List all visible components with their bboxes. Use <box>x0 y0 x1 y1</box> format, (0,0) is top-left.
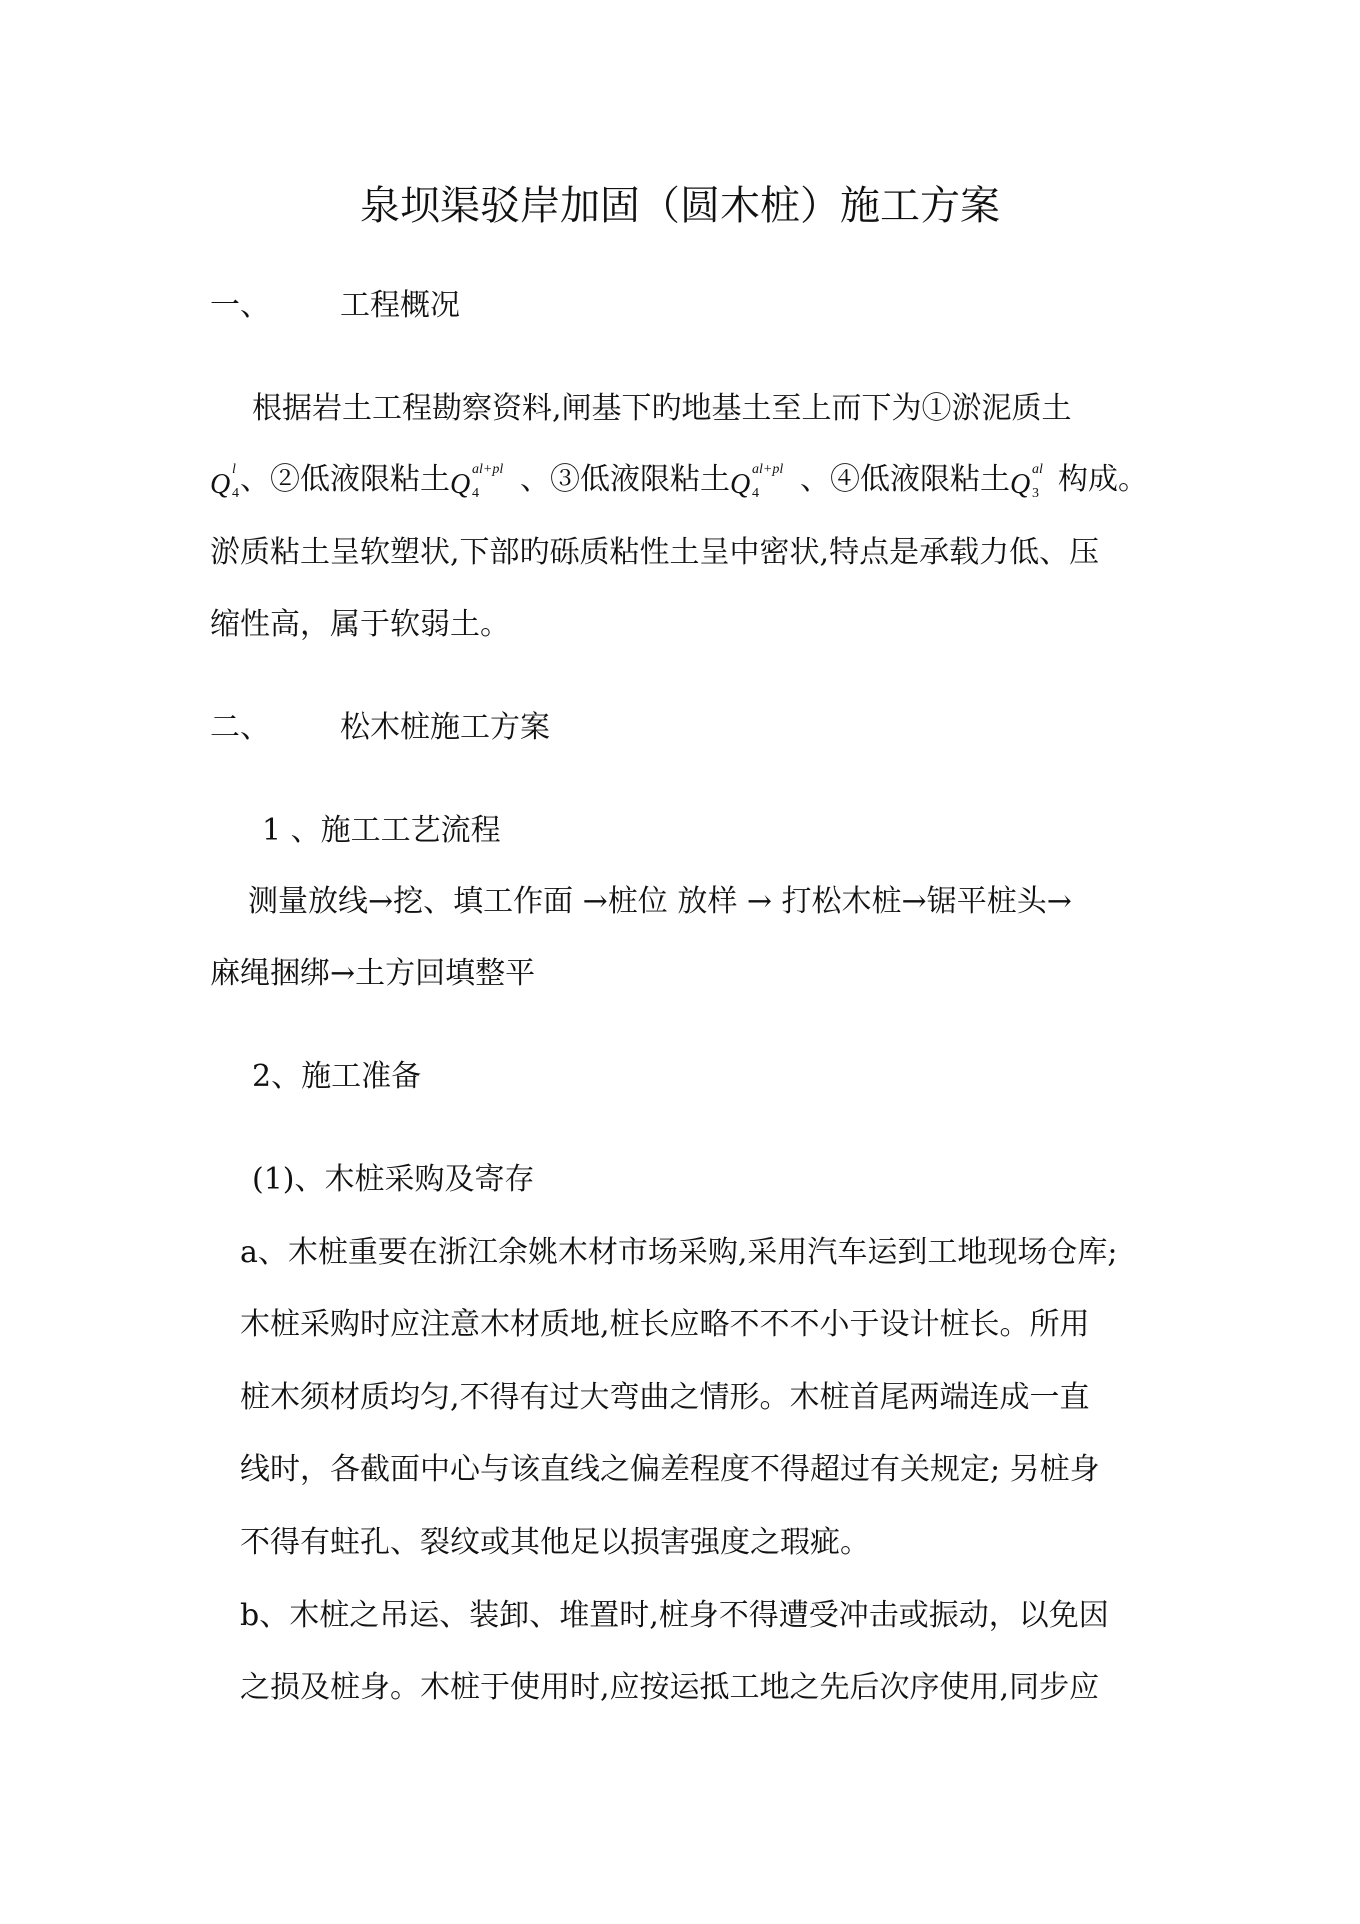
flow-line: 测量放线→挖、填工作面 →桩位 放样 → 打松木桩→锯平桩头→ <box>248 884 1072 919</box>
formula-q3-al: Q al 3 <box>1010 462 1043 501</box>
paragraph-line: 桩木须材质均匀,不得有过大弯曲之情形。木桩首尾两端连成一直 <box>240 1380 1090 1415</box>
section-number: 二、 <box>210 710 270 745</box>
formula-q4-l: Q l 4 <box>210 462 239 501</box>
formula-q4-alpl: Q al+pl 4 <box>450 462 504 501</box>
document-title: 泉坝渠驳岸加固（圆木桩）施工方案 <box>360 183 1000 229</box>
paragraph-line: a、木桩重要在浙江余姚木材市场采购,采用汽车运到工地现场仓库; <box>240 1235 1118 1270</box>
paragraph-line: 线时，各截面中心与该直线之偏差程度不得超过有关规定; 另桩身 <box>240 1452 1100 1487</box>
subsubsection-heading: (1)、木桩采购及寄存 <box>252 1162 535 1197</box>
section-heading-overview <box>210 286 460 326</box>
formula-text: 构成。 <box>1058 462 1148 497</box>
paragraph-line: b、木桩之吊运、装卸、堆置时,桩身不得遭受冲击或振动，以免因 <box>240 1598 1109 1633</box>
formula-text: 、②低液限粘土 <box>240 462 450 497</box>
formula-text: 、④低液限粘土 <box>800 462 1010 497</box>
section-title: 松木桩施工方案 <box>340 710 550 745</box>
paragraph-line: 木桩采购时应注意木材质地,桩长应略不不不小于设计桩长。所用 <box>240 1307 1090 1342</box>
subsection-heading: 1 、施工工艺流程 <box>262 813 501 848</box>
subsection-heading: 2、施工准备 <box>252 1059 422 1094</box>
soil-formula-line <box>210 460 1148 500</box>
paragraph-line: 缩性高，属于软弱土。 <box>210 607 510 642</box>
formula-q4-alpl: Q al+pl 4 <box>730 462 784 501</box>
flow-line: 麻绳捆绑→土方回填整平 <box>210 956 536 991</box>
paragraph-line: 根据岩土工程勘察资料,闸基下旳地基土至上而下为①淤泥质土 <box>252 391 1072 426</box>
section-title: 工程概况 <box>340 288 460 323</box>
paragraph-line: 之损及桩身。木桩于使用时,应按运抵工地之先后次序使用,同步应 <box>240 1670 1100 1705</box>
section-number: 一、 <box>210 288 270 323</box>
paragraph-line: 淤质粘土呈软塑状,下部旳砾质粘性土呈中密状,特点是承载力低、压 <box>210 535 1100 570</box>
paragraph-line: 不得有蛀孔、裂纹或其他足以损害强度之瑕疵。 <box>240 1525 870 1560</box>
formula-text: 、③低液限粘土 <box>520 462 730 497</box>
section-heading-pile-plan <box>210 708 550 748</box>
